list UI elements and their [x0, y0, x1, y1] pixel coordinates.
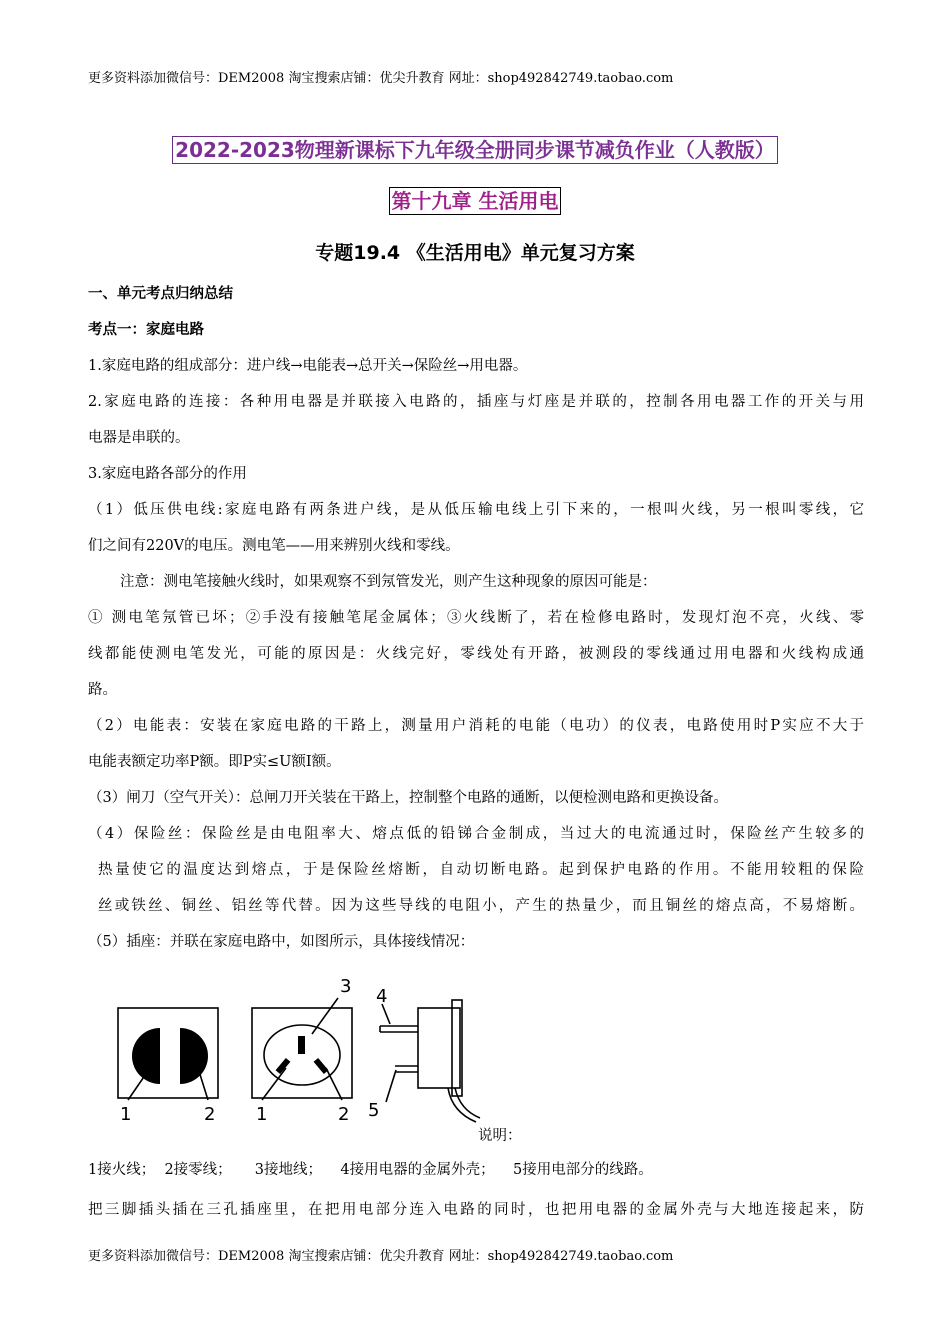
- paragraph-line: （2）电能表：安装在家庭电路的干路上，测量用户消耗的电能（电功）的仪表，电路使用时P实应不大于: [88, 718, 864, 734]
- note-line: 注意：测电笔接触火线时，如果观察不到氖管发光，则产生这种现象的原因可能是：: [120, 574, 657, 590]
- earth-slot: [298, 1036, 305, 1054]
- paragraph-line: 路。: [88, 682, 117, 698]
- body-text: [88, 276, 864, 960]
- plug-body: [418, 1008, 460, 1088]
- three-hole-socket-ring: [264, 1025, 340, 1085]
- live-hole: [132, 1028, 160, 1084]
- label-1: 1: [120, 1104, 132, 1125]
- paragraph-line: （1）低压供电线:家庭电路有两条进户线，是从低压输电线上引下来的，一根叫火线，另一根叫零线，它: [88, 502, 864, 518]
- chapter-title: 第十九章 生活用电: [0, 187, 950, 215]
- paragraph-line: 把三脚插头插在三孔插座里，在把用电部分连入电路的同时，也把用电器的金属外壳与大地连接起来，防: [88, 1202, 864, 1218]
- plug-cord: [455, 1088, 480, 1118]
- label-2: 2: [204, 1104, 216, 1125]
- paragraph-line: 们之间有220V的电压。测电笔——用来辨别火线和零线。: [88, 538, 460, 554]
- label-3: 3: [340, 976, 352, 997]
- paragraph-line: （4）保险丝：保险丝是由电阻率大、熔点低的铅锑合金制成，当过大的电流通过时，保险丝产生较多的: [88, 826, 864, 842]
- page-header: 更多资料添加微信号：DEM2008 淘宝搜索店铺：优尖升教育 网址：shop492842749.taobao.com: [88, 71, 674, 86]
- paragraph-line: 线都能使测电笔发光，可能的原因是：火线完好，零线处有开路，被测段的零线通过用电器和火线构成通: [88, 646, 864, 662]
- figure-legend: 1接火线； 2接零线； 3接地线； 4接用电器的金属外壳； 5接用电部分的线路。: [88, 1162, 653, 1178]
- neutral-slot: [314, 1058, 329, 1074]
- figure-caption: 说明：: [478, 1128, 522, 1144]
- section-heading: 一、单元考点归纳总结: [88, 286, 233, 302]
- label-2: 2: [338, 1104, 350, 1125]
- paragraph-line: 3.家庭电路各部分的作用: [88, 466, 247, 482]
- label-5: 5: [368, 1100, 380, 1121]
- paragraph-line: （5）插座：并联在家庭电路中，如图所示，具体接线情况：: [88, 934, 475, 950]
- paragraph-line: 2.家庭电路的连接：各种用电器是并联接入电路的，插座与灯座是并联的，控制各用电器工作的开关与用: [88, 394, 864, 410]
- point-heading: 考点一：家庭电路: [88, 322, 204, 338]
- main-title: 2022-2023物理新课标下九年级全册同步课节减负作业（人教版）: [0, 136, 950, 164]
- paragraph-line: 1.家庭电路的组成部分：进户线→电能表→总开关→保险丝→用电器。: [88, 358, 528, 374]
- neutral-hole: [180, 1028, 208, 1084]
- paragraph-line: （3）闸刀（空气开关）：总闸刀开关装在干路上，控制整个电路的通断，以便检测电路和更换设备。: [88, 790, 728, 806]
- socket-diagram: [100, 970, 500, 1130]
- paragraph-line: 热量使它的温度达到熔点，于是保险丝熔断，自动切断电路。起到保护电路的作用。不能用较粗的保险: [98, 862, 864, 878]
- topic-title: 专题19.4 《生活用电》单元复习方案: [315, 242, 635, 264]
- paragraph-line: 丝或铁丝、铜丝、铝丝等代替。因为这些导线的电阻小，产生的热量少，而且铜丝的熔点高，不易熔断。: [98, 898, 864, 914]
- label-1: 1: [256, 1104, 268, 1125]
- page-footer: 更多资料添加微信号：DEM2008 淘宝搜索店铺：优尖升教育 网址：shop492842749.taobao.com: [88, 1249, 674, 1264]
- paragraph-line: 电能表额定功率P额。即P实≤U额I额。: [88, 754, 341, 770]
- label-4: 4: [376, 986, 388, 1007]
- paragraph-line: 电器是串联的。: [88, 430, 190, 446]
- paragraph-line: ① 测电笔氖管已坏；②手没有接触笔尾金属体；③火线断了，若在检修电路时，发现灯泡不亮，火线、零: [88, 610, 864, 626]
